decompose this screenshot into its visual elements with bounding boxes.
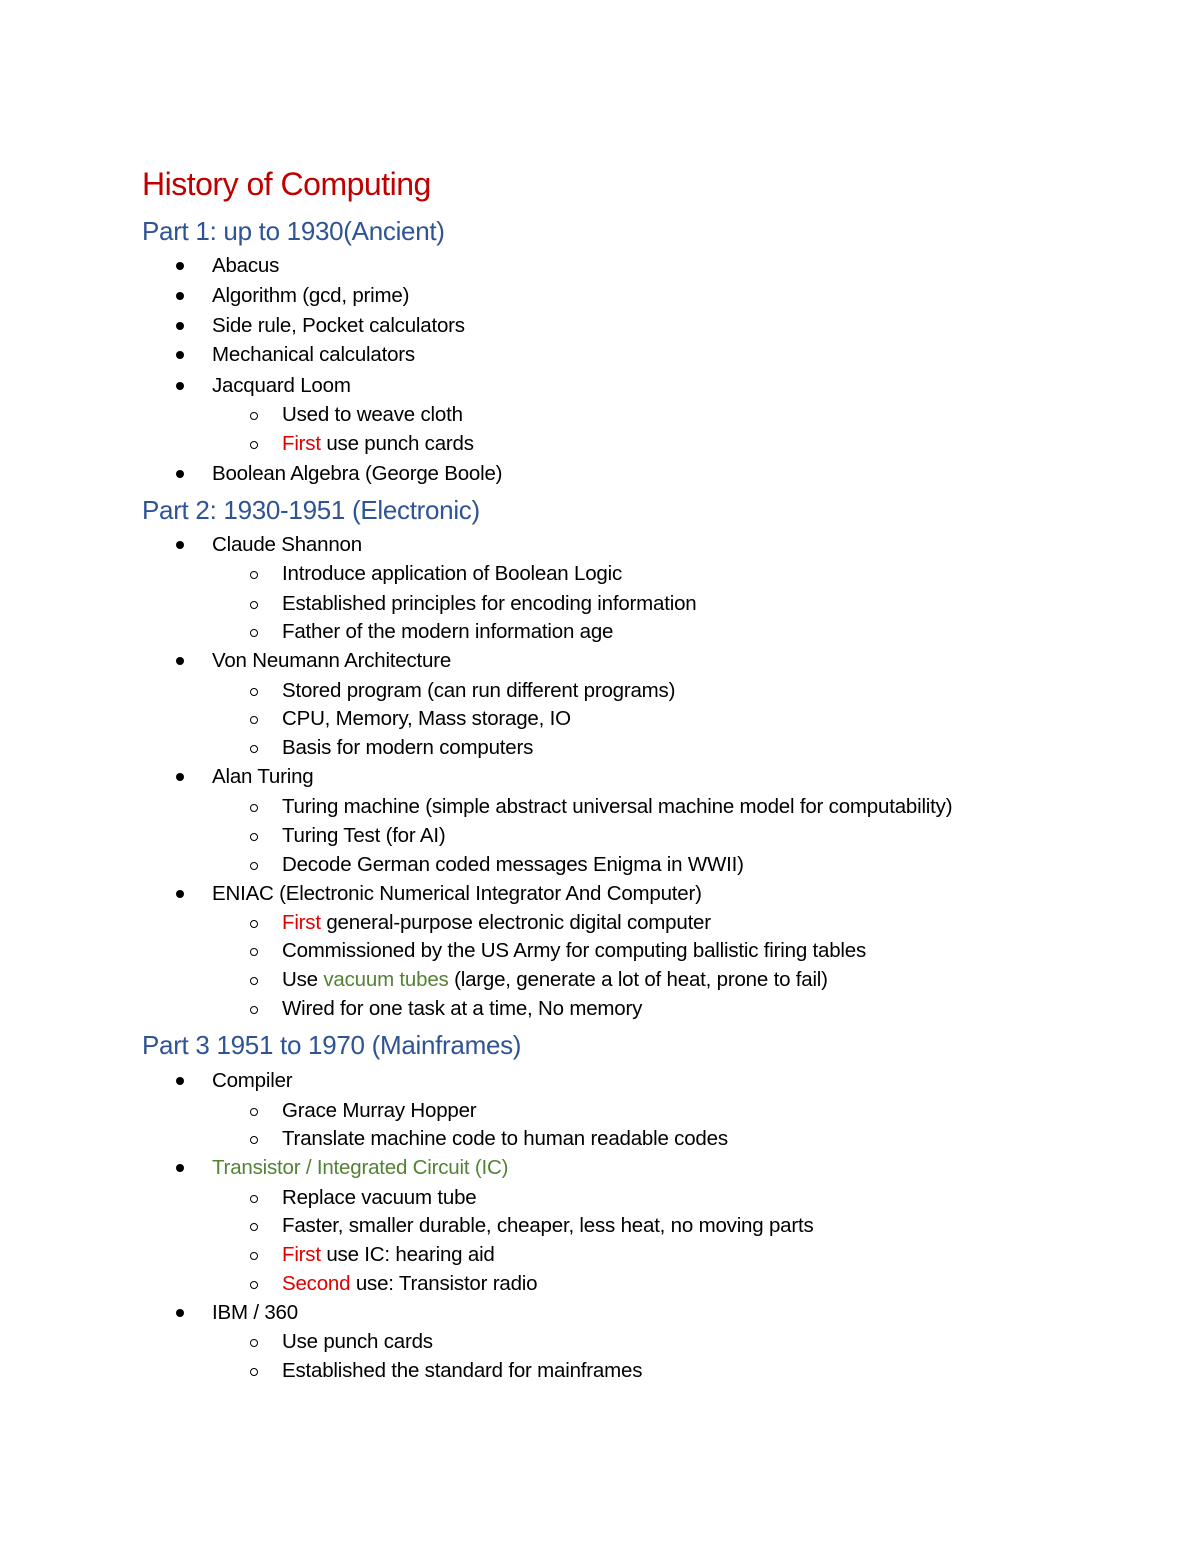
item-text <box>282 734 533 762</box>
item-text <box>212 880 702 908</box>
text-body: Use punch cards <box>282 1330 433 1353</box>
highlight-green: vacuum tubes <box>323 968 449 991</box>
text-body: Claude Shannon <box>212 533 362 556</box>
circle-bullet-icon <box>250 833 258 841</box>
text-body: Father of the modern information age <box>282 620 614 643</box>
item-text <box>282 618 613 646</box>
item-text <box>212 312 465 340</box>
item-text <box>282 590 697 618</box>
highlight-green: Transistor / Integrated Circuit (IC) <box>212 1156 509 1179</box>
text-body: Alan Turing <box>212 765 314 788</box>
item-text <box>282 705 571 733</box>
bullet-icon <box>176 351 184 359</box>
text-body: use: Transistor radio <box>350 1272 538 1295</box>
item-text <box>212 372 351 400</box>
item-text <box>212 647 451 675</box>
item-text <box>212 1154 508 1182</box>
item-text <box>282 1241 495 1269</box>
item-text <box>282 822 445 850</box>
text-body: IBM / 360 <box>212 1301 298 1324</box>
circle-bullet-icon <box>250 1136 258 1144</box>
text-body: Jacquard Loom <box>212 374 351 397</box>
text-body: general-purpose electronic digital computer <box>320 911 711 934</box>
page-title: History of Computing <box>142 166 431 202</box>
text-body: Established principles for encoding information <box>282 592 697 615</box>
section-heading: Part 3 1951 to 1970 (Mainframes) <box>142 1030 522 1060</box>
text-body: Von Neumann Architecture <box>212 649 452 672</box>
text-body: Wired for one task at a time, No memory <box>282 997 643 1020</box>
item-text <box>212 460 502 488</box>
item-text <box>282 1184 476 1212</box>
bullet-icon <box>176 322 184 330</box>
circle-bullet-icon <box>250 1339 258 1347</box>
bullet-icon <box>176 262 184 270</box>
circle-bullet-icon <box>250 920 258 928</box>
section-heading: Part 1: up to 1930(Ancient) <box>142 216 445 246</box>
text-body: Translate machine code to human readable codes <box>282 1127 728 1150</box>
item-text <box>212 763 314 791</box>
highlight-red: Second <box>282 1272 351 1295</box>
item-text <box>282 966 828 994</box>
text-body: (large, generate a lot of heat, prone to fail) <box>448 968 828 991</box>
circle-bullet-icon <box>250 1006 258 1014</box>
text-body: use IC: hearing aid <box>320 1243 495 1266</box>
text-body: Replace vacuum tube <box>282 1186 477 1209</box>
text-body: Grace Murray Hopper <box>282 1099 477 1122</box>
item-text <box>282 401 463 429</box>
item-text <box>282 793 952 821</box>
item-text <box>282 851 744 879</box>
item-text <box>282 1328 433 1356</box>
bullet-icon <box>176 1309 184 1317</box>
text-body: Used to weave cloth <box>282 403 463 426</box>
item-text <box>212 1067 292 1095</box>
circle-bullet-icon <box>250 441 258 449</box>
item-text <box>282 560 622 588</box>
item-text <box>212 282 409 310</box>
circle-bullet-icon <box>250 1108 258 1116</box>
item-text <box>212 531 362 559</box>
bullet-icon <box>176 890 184 898</box>
item-text <box>212 252 279 280</box>
bullet-icon <box>176 657 184 665</box>
circle-bullet-icon <box>250 1281 258 1289</box>
text-body: Commissioned by the US Army for computing ballistic firing tables <box>282 939 867 962</box>
circle-bullet-icon <box>250 688 258 696</box>
highlight-red: First <box>282 1243 321 1266</box>
text-body: ENIAC (Electronic Numerical Integrator And Computer) <box>212 882 702 905</box>
text-body: Turing machine (simple abstract universal machine model for computability) <box>282 795 953 818</box>
circle-bullet-icon <box>250 601 258 609</box>
text-body: Compiler <box>212 1069 293 1092</box>
bullet-icon <box>176 1164 184 1172</box>
highlight-red: First <box>282 432 321 455</box>
circle-bullet-icon <box>250 1368 258 1376</box>
item-text <box>282 937 866 965</box>
circle-bullet-icon <box>250 1252 258 1260</box>
item-text <box>282 995 642 1023</box>
text-body: Faster, smaller durable, cheaper, less heat, no moving parts <box>282 1214 814 1237</box>
circle-bullet-icon <box>250 571 258 579</box>
text-body: Turing Test (for AI) <box>282 824 446 847</box>
bullet-icon <box>176 773 184 781</box>
circle-bullet-icon <box>250 629 258 637</box>
text-body: Decode German coded messages Enigma in WWII) <box>282 853 744 876</box>
text-body: Mechanical calculators <box>212 343 415 366</box>
item-text <box>282 1097 476 1125</box>
highlight-red: First <box>282 911 321 934</box>
text-body: CPU, Memory, Mass storage, IO <box>282 707 571 730</box>
text-body: Basis for modern computers <box>282 736 534 759</box>
text-body: Established the standard for mainframes <box>282 1359 643 1382</box>
circle-bullet-icon <box>250 412 258 420</box>
bullet-icon <box>176 1077 184 1085</box>
item-text <box>282 677 675 705</box>
circle-bullet-icon <box>250 1223 258 1231</box>
text-body: Introduce application of Boolean Logic <box>282 562 623 585</box>
text-body: Side rule, Pocket calculators <box>212 314 465 337</box>
item-text <box>282 430 474 458</box>
circle-bullet-icon <box>250 948 258 956</box>
item-text <box>282 909 711 937</box>
section-heading: Part 2: 1930-1951 (Electronic) <box>142 495 480 525</box>
circle-bullet-icon <box>250 977 258 985</box>
text-body: Algorithm (gcd, prime) <box>212 284 410 307</box>
circle-bullet-icon <box>250 862 258 870</box>
text-prefix: Use <box>282 968 324 991</box>
item-text <box>212 1299 298 1327</box>
circle-bullet-icon <box>250 745 258 753</box>
bullet-icon <box>176 470 184 478</box>
bullet-icon <box>176 541 184 549</box>
text-body: Abacus <box>212 254 280 277</box>
circle-bullet-icon <box>250 716 258 724</box>
item-text <box>282 1125 728 1153</box>
bullet-icon <box>176 292 184 300</box>
circle-bullet-icon <box>250 804 258 812</box>
item-text <box>282 1212 814 1240</box>
text-body: Stored program (can run different programs) <box>282 679 676 702</box>
item-text <box>212 341 415 369</box>
text-body: use punch cards <box>320 432 474 455</box>
circle-bullet-icon <box>250 1195 258 1203</box>
item-text <box>282 1270 537 1298</box>
bullet-icon <box>176 382 184 390</box>
text-body: Boolean Algebra (George Boole) <box>212 462 503 485</box>
item-text <box>282 1357 642 1385</box>
